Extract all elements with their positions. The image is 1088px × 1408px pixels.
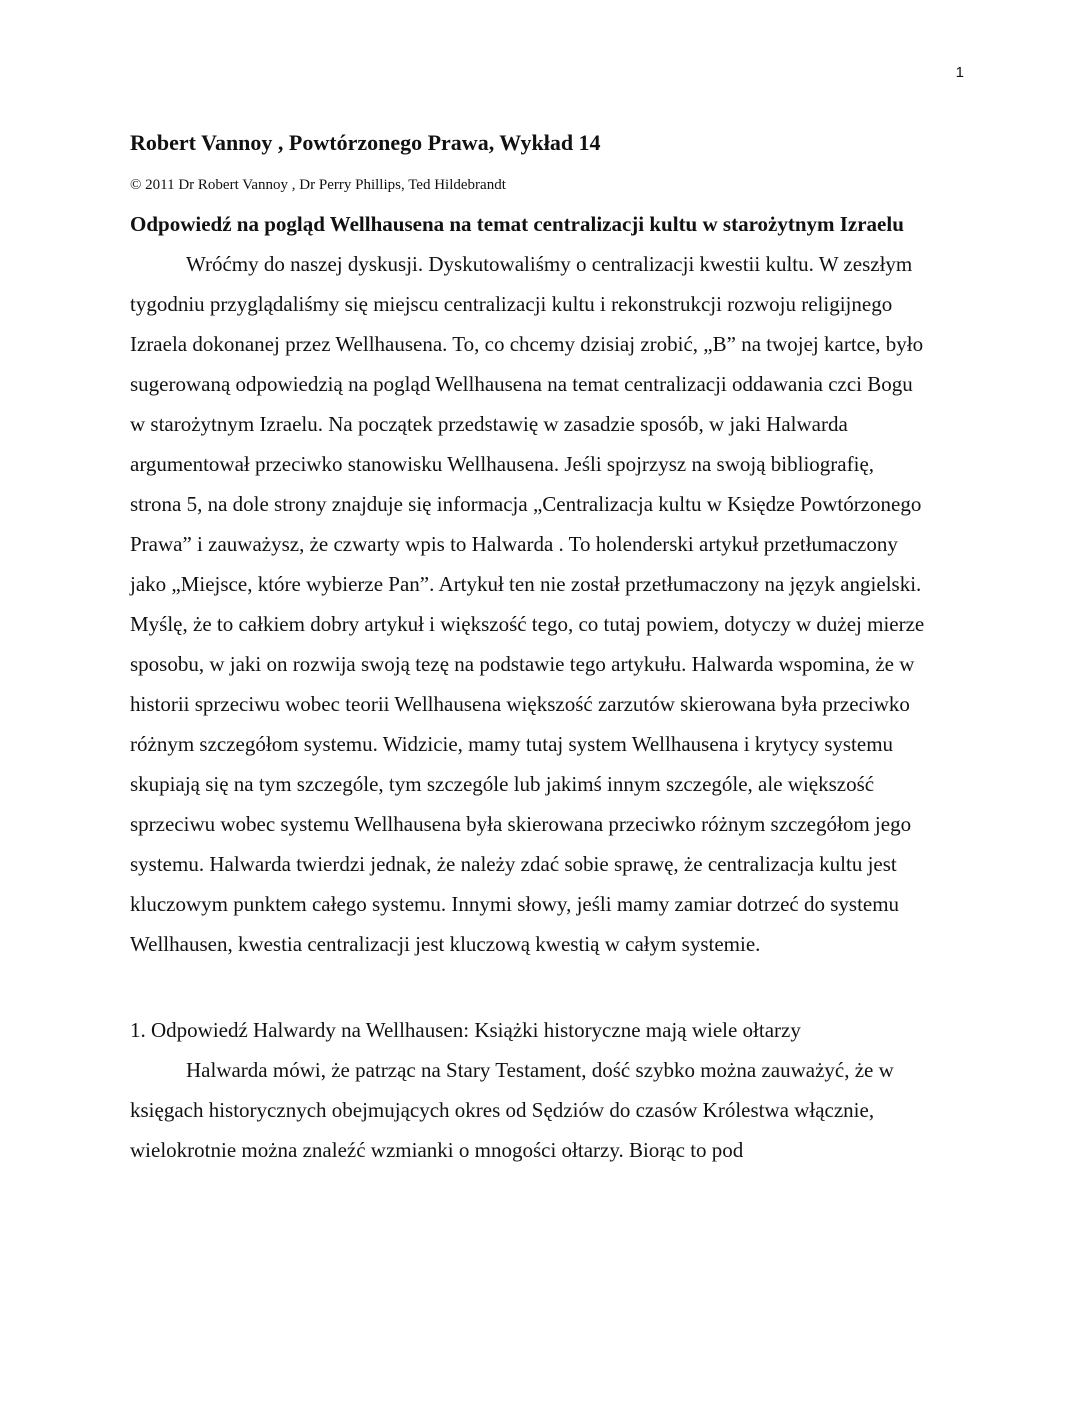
document-body: [130, 126, 930, 1170]
copyright-line: © 2011 Dr Robert Vannoy , Dr Perry Phillips, Ted Hildebrandt: [130, 177, 506, 193]
paragraph-2: Halwarda mówi, że patrząc na Stary Testament, dość szybko można zauważyć, że w księgach historycznych obejmujących okres od Sędziów do czasów Królestwa włącznie, wielokrotnie można znaleźć wzmianki o mnogości ołtarzy. Biorąc to pod: [130, 1058, 894, 1162]
paragraph-1: Wróćmy do naszej dyskusji. Dyskutowaliśmy o centralizacji kwestii kultu. W zeszłym tygodniu przyglądaliśmy się miejscu centralizacji kultu i rekonstrukcji rozwoju religijnego Izraela dokonanej przez Wellhausena. To, co chcemy dzisiaj zrobić, „B” na twojej kartce, było sugerowaną odpowiedzią na pogląd Wellhausena na temat centralizacji oddawania czci Bogu w starożytnym Izraelu. Na początek przedstawię w zasadzie sposób, w jaki Halwarda argumentował przeciwko stanowisku Wellhausena. Jeśli spojrzysz na swoją bibliografię, strona 5, na dole strony znajduje się informacja „Centralizacja kultu w Księdze Powtórzonego Prawa” i zauważysz, że czwarty wpis to Halwarda . To holenderski artykuł przetłumaczony jako „Miejsce, które wybierze Pan”. Artykuł ten nie został przetłumaczony na język angielski. Myślę, że to całkiem dobry artykuł i większość tego, co tutaj powiem, dotyczy w dużej mierze sposobu, w jaki on rozwija swoją tezę na podstawie tego artykułu. Halwarda wspomina, że w historii sprzeciwu wobec teorii Wellhausena większość zarzutów skierowana była przeciwko różnym szczegółom systemu. Widzicie, mamy tutaj system Wellhausena i krytycy systemu skupiają się na tym szczególe, tym szczególe lub jakimś innym szczególe, ale większość sprzeciwu wobec systemu Wellhausena była skierowana przeciwko różnym szczegółom jego systemu. Halwarda twierdzi jednak, że należy zdać sobie sprawę, że centralizacja kultu jest kluczowym punktem całego systemu. Innymi słowy, jeśli mamy zamiar dotrzeć do systemu Wellhausen, kwestia centralizacji jest kluczową kwestią w całym systemie.: [130, 252, 925, 956]
document-title: Robert Vannoy , Powtórzonego Prawa, Wykład 14: [130, 130, 601, 155]
lecture-subtitle: Odpowiedź na pogląd Wellhausena na temat centralizacji kultu w starożytnym Izraelu: [130, 212, 904, 236]
page-number: 1: [955, 64, 964, 81]
section-heading-1: 1. Odpowiedź Halwardy na Wellhausen: Książki historyczne mają wiele ołtarzy: [130, 1018, 801, 1042]
